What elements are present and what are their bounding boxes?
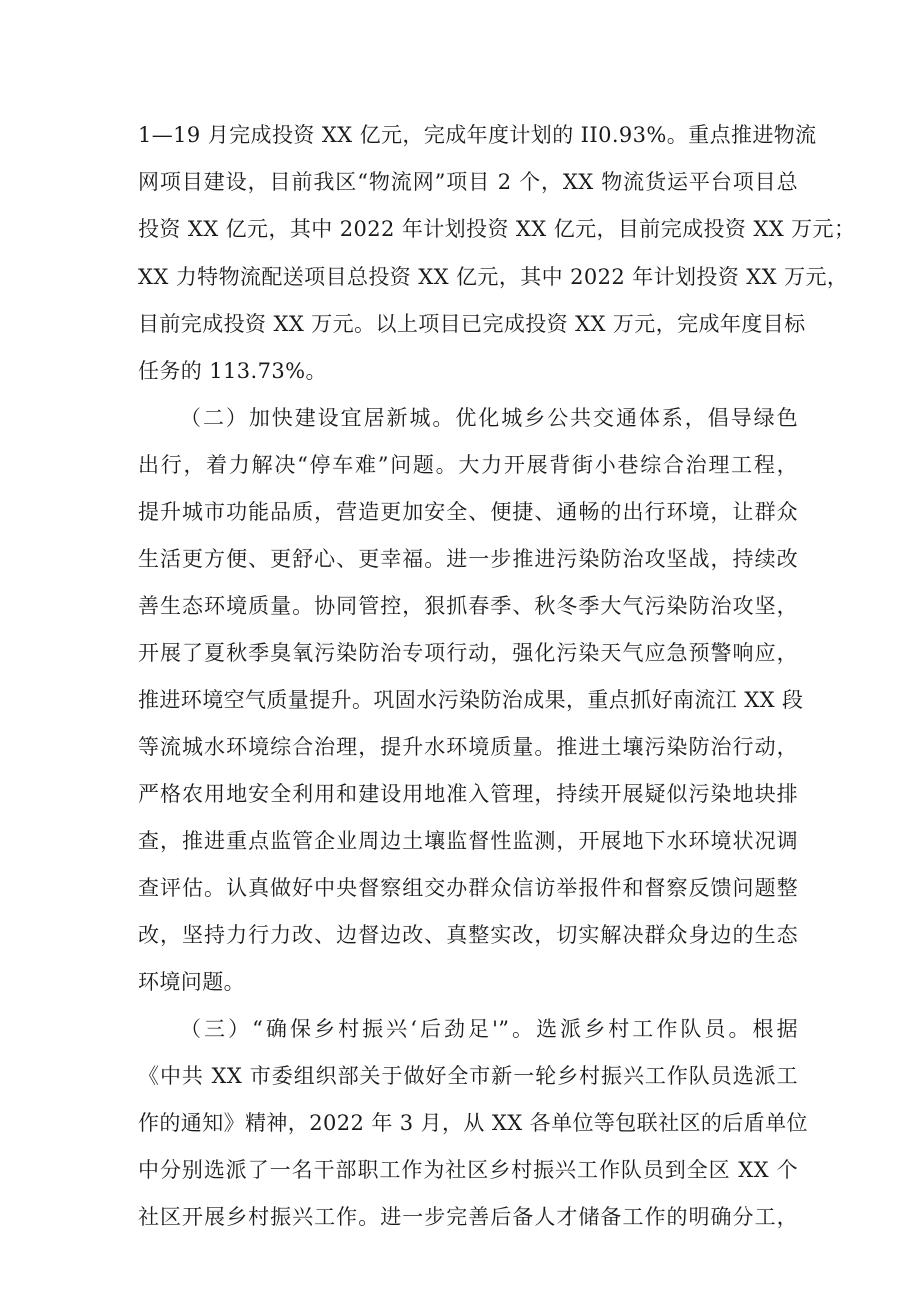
paragraph-1-line: 投资 XX 亿元，其中 2022 年计划投资 XX 亿元，目前完成投资 XX 万元； — [138, 217, 856, 241]
paragraph-3-line: 作的通知》精神，2022 年 3 月，从 XX 各单位等包联社区的后盾单位 — [138, 1111, 808, 1135]
paragraph-3-line: 社区开展乡村振兴工作。进一步完善后备人才储备工作的明确分工， — [138, 1205, 798, 1229]
paragraph-1-line: 任务的 113.73%。 — [138, 359, 327, 383]
paragraph-3-line: （三）“确保乡村振兴‘后劲足'”。选派乡村工作队员。根据 — [180, 1017, 798, 1041]
paragraph-2-line: 开展了夏秋季臭氧污染防治专项行动，强化污染天气应急预警响应， — [138, 641, 798, 665]
paragraph-2-line: 生活更方便、更舒心、更幸福。进一步推进污染防治攻坚战，持续改 — [138, 547, 798, 571]
paragraph-2-line: 善生态环境质量。协同管控，狠抓春季、秋冬季大气污染防治攻坚， — [138, 594, 798, 618]
paragraph-2-line: 提升城市功能品质，营造更加安全、便捷、通畅的出行环境，让群众 — [138, 500, 798, 524]
paragraph-2-line: （二）加快建设宜居新城。优化城乡公共交通体系，倡导绿色 — [180, 406, 798, 430]
paragraph-2-line: 推进环境空气质量提升。巩固水污染防治成果，重点抓好南流江 XX 段 — [138, 688, 804, 712]
paragraph-1-line: 1—19 月完成投资 XX 亿元，完成年度计划的 II0.93%。重点推进物流 — [138, 123, 817, 147]
paragraph-1-line: 目前完成投资 XX 万元。以上项目已完成投资 XX 万元，完成年度目标 — [138, 312, 806, 336]
paragraph-2-line: 环境问题。 — [138, 970, 245, 994]
paragraph-1-line: XX 力特物流配送项目总投资 XX 亿元，其中 2022 年计划投资 XX 万元， — [138, 265, 849, 289]
paragraph-3-line: 《中共 XX 市委组织部关于做好全市新一轮乡村振兴工作队员选派工 — [138, 1064, 798, 1088]
paragraph-1-line: 网项目建设，目前我区“物流网”项目 2 个，XX 物流货运平台项目总 — [138, 170, 798, 194]
paragraph-2-line: 查，推进重点监管企业周边土壤监督性监测，开展地下水环境状况调 — [138, 829, 798, 853]
paragraph-2-line: 等流城水环境综合治理，提升水环境质量。推进土壤污染防治行动， — [138, 735, 798, 759]
paragraph-2-line: 改，坚持力行力改、边督边改、真整实改，切实解决群众身边的生态 — [138, 923, 798, 947]
paragraph-2-line: 严格农用地安全利用和建设用地准入管理，持续开展疑似污染地块排 — [138, 782, 798, 806]
paragraph-2-line: 查评估。认真做好中央督察组交办群众信访举报件和督察反馈问题整 — [138, 876, 798, 900]
paragraph-3-line: 中分别选派了一名干部职工作为社区乡村振兴工作队员到全区 XX 个 — [138, 1158, 798, 1182]
paragraph-2-line: 出行，着力解决“停车难”问题。大力开展背街小巷综合治理工程， — [138, 453, 798, 477]
